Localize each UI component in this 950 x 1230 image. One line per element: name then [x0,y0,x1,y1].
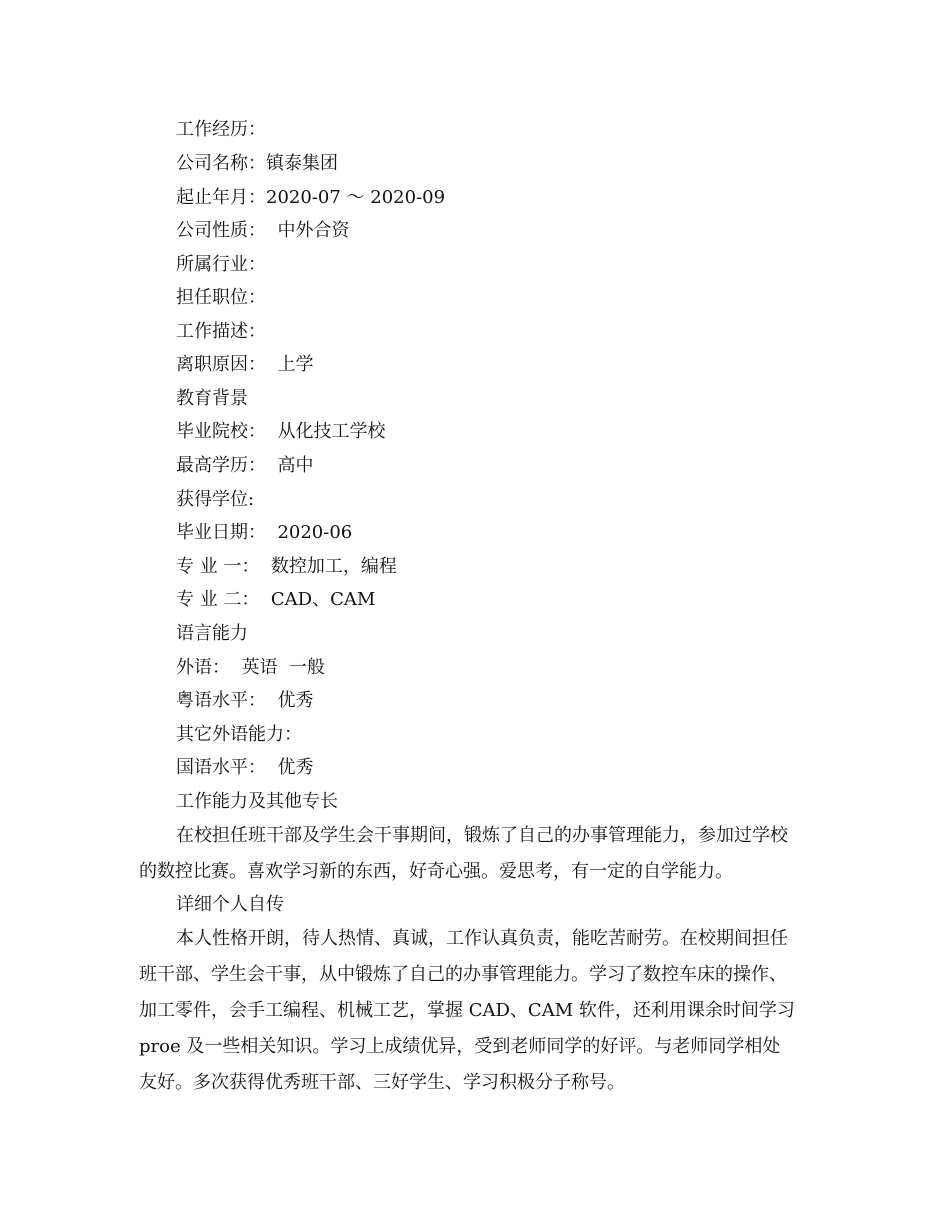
company-name-line: 公司名称：镇泰集团 [176,153,338,174]
major-two-line: 专 业 二： CAD、CAM [176,589,376,610]
language-heading: 语言能力 [176,623,248,644]
skills-paragraph [139,824,815,896]
school-line: 毕业院校： 从化技工学校 [176,421,386,442]
major-one-line: 专 业 一： 数控加工，编程 [176,556,397,577]
position-line: 担任职位： [176,287,266,308]
degree-obtained-line: 获得学位: [176,489,255,510]
skills-heading: 工作能力及其他专长 [176,791,338,812]
autobiography-paragraph [139,927,815,1107]
job-description-line: 工作描述： [176,321,266,342]
foreign-language-line: 外语： 英语 一般 [176,657,325,678]
autobiography-heading: 详细个人自传 [176,894,284,915]
cantonese-line: 粤语水平： 优秀 [176,690,314,711]
paragraph-line: 在校担任班干部及学生会干事期间，锻炼了自己的办事管理能力，参加过学校 [176,825,788,846]
highest-degree-line: 最高学历： 高中 [176,455,314,476]
paragraph-line: proe 及一些相关知识。学习上成绩优异，受到老师同学的好评。与老师同学相处 [139,1036,781,1057]
period-line: 起止年月：2020-07 ～ 2020-09 [176,187,446,208]
paragraph-line: 本人性格开朗，待人热情、真诚，工作认真负责，能吃苦耐劳。在校期间担任 [176,928,788,949]
company-type-line: 公司性质： 中外合资 [176,220,350,241]
mandarin-line: 国语水平： 优秀 [176,757,314,778]
paragraph-line: 加工零件，会手工编程、机械工艺，掌握 CAD、CAM 软件，还利用课余时间学习 [139,1000,795,1021]
paragraph-line: 班干部、学生会干事，从中锻炼了自己的办事管理能力。学习了数控车床的操作、 [139,964,787,985]
industry-line: 所属行业： [176,254,266,275]
leave-reason-line: 离职原因： 上学 [176,354,314,375]
paragraph-line: 的数控比赛。喜欢学习新的东西，好奇心强。爱思考，有一定的自学能力。 [139,861,733,882]
education-heading: 教育背景 [176,388,248,409]
graduation-date-line: 毕业日期： 2020-06 [176,522,353,543]
paragraph-line: 友好。多次获得优秀班干部、三好学生、学习积极分子称号。 [139,1072,625,1093]
other-language-line: 其它外语能力： [176,724,302,745]
work-experience-heading: 工作经历： [176,119,266,140]
